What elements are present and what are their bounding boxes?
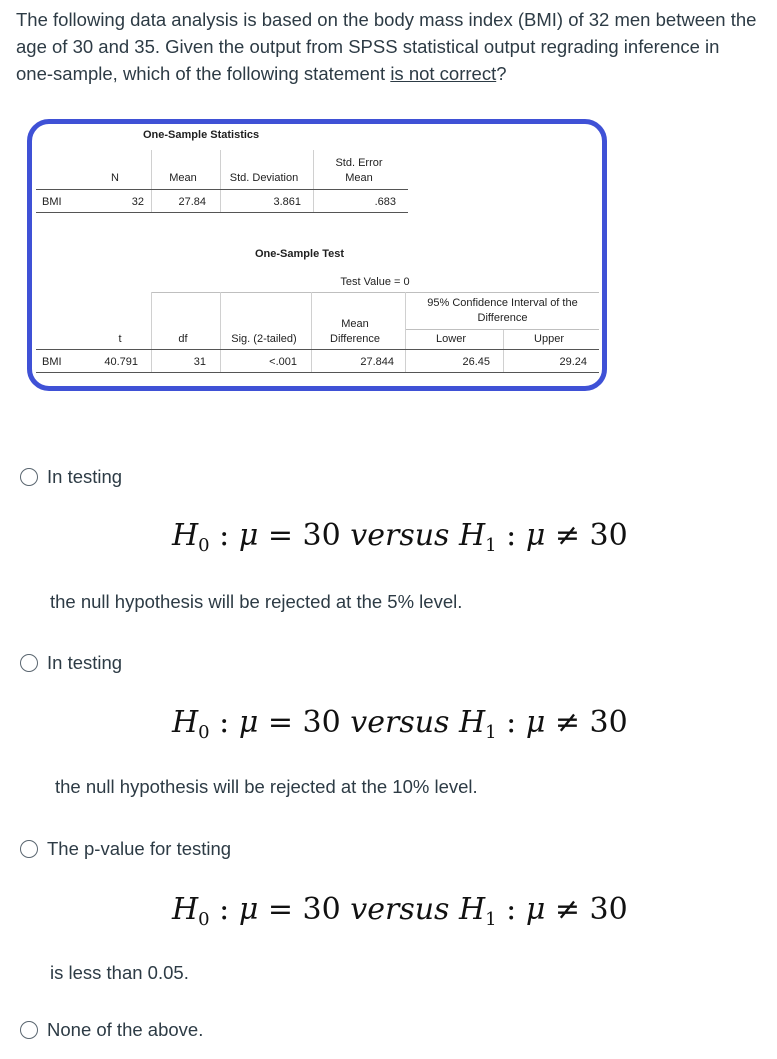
test-sig: <.001 [269, 356, 297, 368]
stats-header-se-1: Std. Error [335, 157, 383, 169]
option-3-hypothesis: $H_0$ : μ = 30 versus $H_1$ : μ ≠ 30 [172, 892, 628, 930]
option-2-hypothesis: $H_0$ : μ = 30 versus $H_1$ : μ ≠ 30 [172, 705, 628, 743]
stats-mean: 27.84 [178, 196, 206, 208]
stats-title: One-Sample Statistics [143, 129, 260, 141]
ci-header-1: 95% Confidence Interval of the [427, 297, 578, 309]
test-header-sig: Sig. (2-tailed) [231, 333, 297, 345]
test-header-upper: Upper [534, 333, 564, 345]
test-header-df: df [178, 333, 188, 345]
option-3-lead: The p-value for testing [47, 838, 232, 859]
ci-header-2: Difference [477, 312, 528, 324]
test-header-t: t [118, 333, 122, 345]
option-1-follow: the null hypothesis will be rejected at the 5% level. [50, 591, 463, 612]
question-part2: ? [496, 63, 507, 84]
test-t: 40.791 [104, 356, 138, 368]
stats-row-label: BMI [42, 196, 62, 208]
option-2[interactable] [20, 652, 122, 674]
option-3-follow: is less than 0.05. [50, 962, 189, 983]
radio-option-1[interactable] [20, 468, 38, 486]
stats-header-se-2: Mean [345, 172, 373, 184]
option-1-lead: In testing [47, 466, 123, 487]
question-part1: The following data analysis is based on the body mass index (BMI) of 32 men between the age of 30 and 35. Given the output from SPSS statistical output regrading inference in one-sample, which of the following statement [16, 9, 757, 84]
option-1-hypothesis: $H_0$ : μ = 30 versus $H_1$ : μ ≠ 30 [172, 518, 628, 556]
option-1[interactable] [20, 466, 122, 488]
stats-header-mean: Mean [169, 172, 197, 184]
radio-option-2[interactable] [20, 654, 38, 672]
option-4-lead: None of the above. [47, 1019, 204, 1040]
test-value: Test Value = 0 [340, 276, 410, 288]
test-header-md-1: Mean [341, 318, 369, 330]
option-4[interactable] [20, 1019, 203, 1041]
test-header-md-2: Difference [330, 333, 380, 345]
test-header-lower: Lower [436, 333, 466, 345]
stats-sd: 3.861 [273, 196, 301, 208]
test-df: 31 [193, 356, 206, 368]
question-emphasis: is not correct [390, 63, 497, 84]
option-3[interactable] [20, 838, 231, 860]
radio-option-4[interactable] [20, 1021, 38, 1039]
stats-header-n: N [111, 172, 119, 184]
option-2-lead: In testing [47, 652, 123, 673]
test-row-label: BMI [42, 356, 62, 368]
test-lower: 26.45 [462, 356, 490, 368]
stats-header-sd: Std. Deviation [229, 172, 299, 184]
test-title: One-Sample Test [255, 248, 345, 260]
stats-se: .683 [374, 196, 396, 208]
stats-n: 32 [131, 196, 144, 208]
test-upper: 29.24 [559, 356, 587, 368]
radio-option-3[interactable] [20, 840, 38, 858]
test-md: 27.844 [360, 356, 394, 368]
question-text [16, 6, 761, 87]
option-2-follow: the null hypothesis will be rejected at the 10% level. [55, 776, 478, 797]
